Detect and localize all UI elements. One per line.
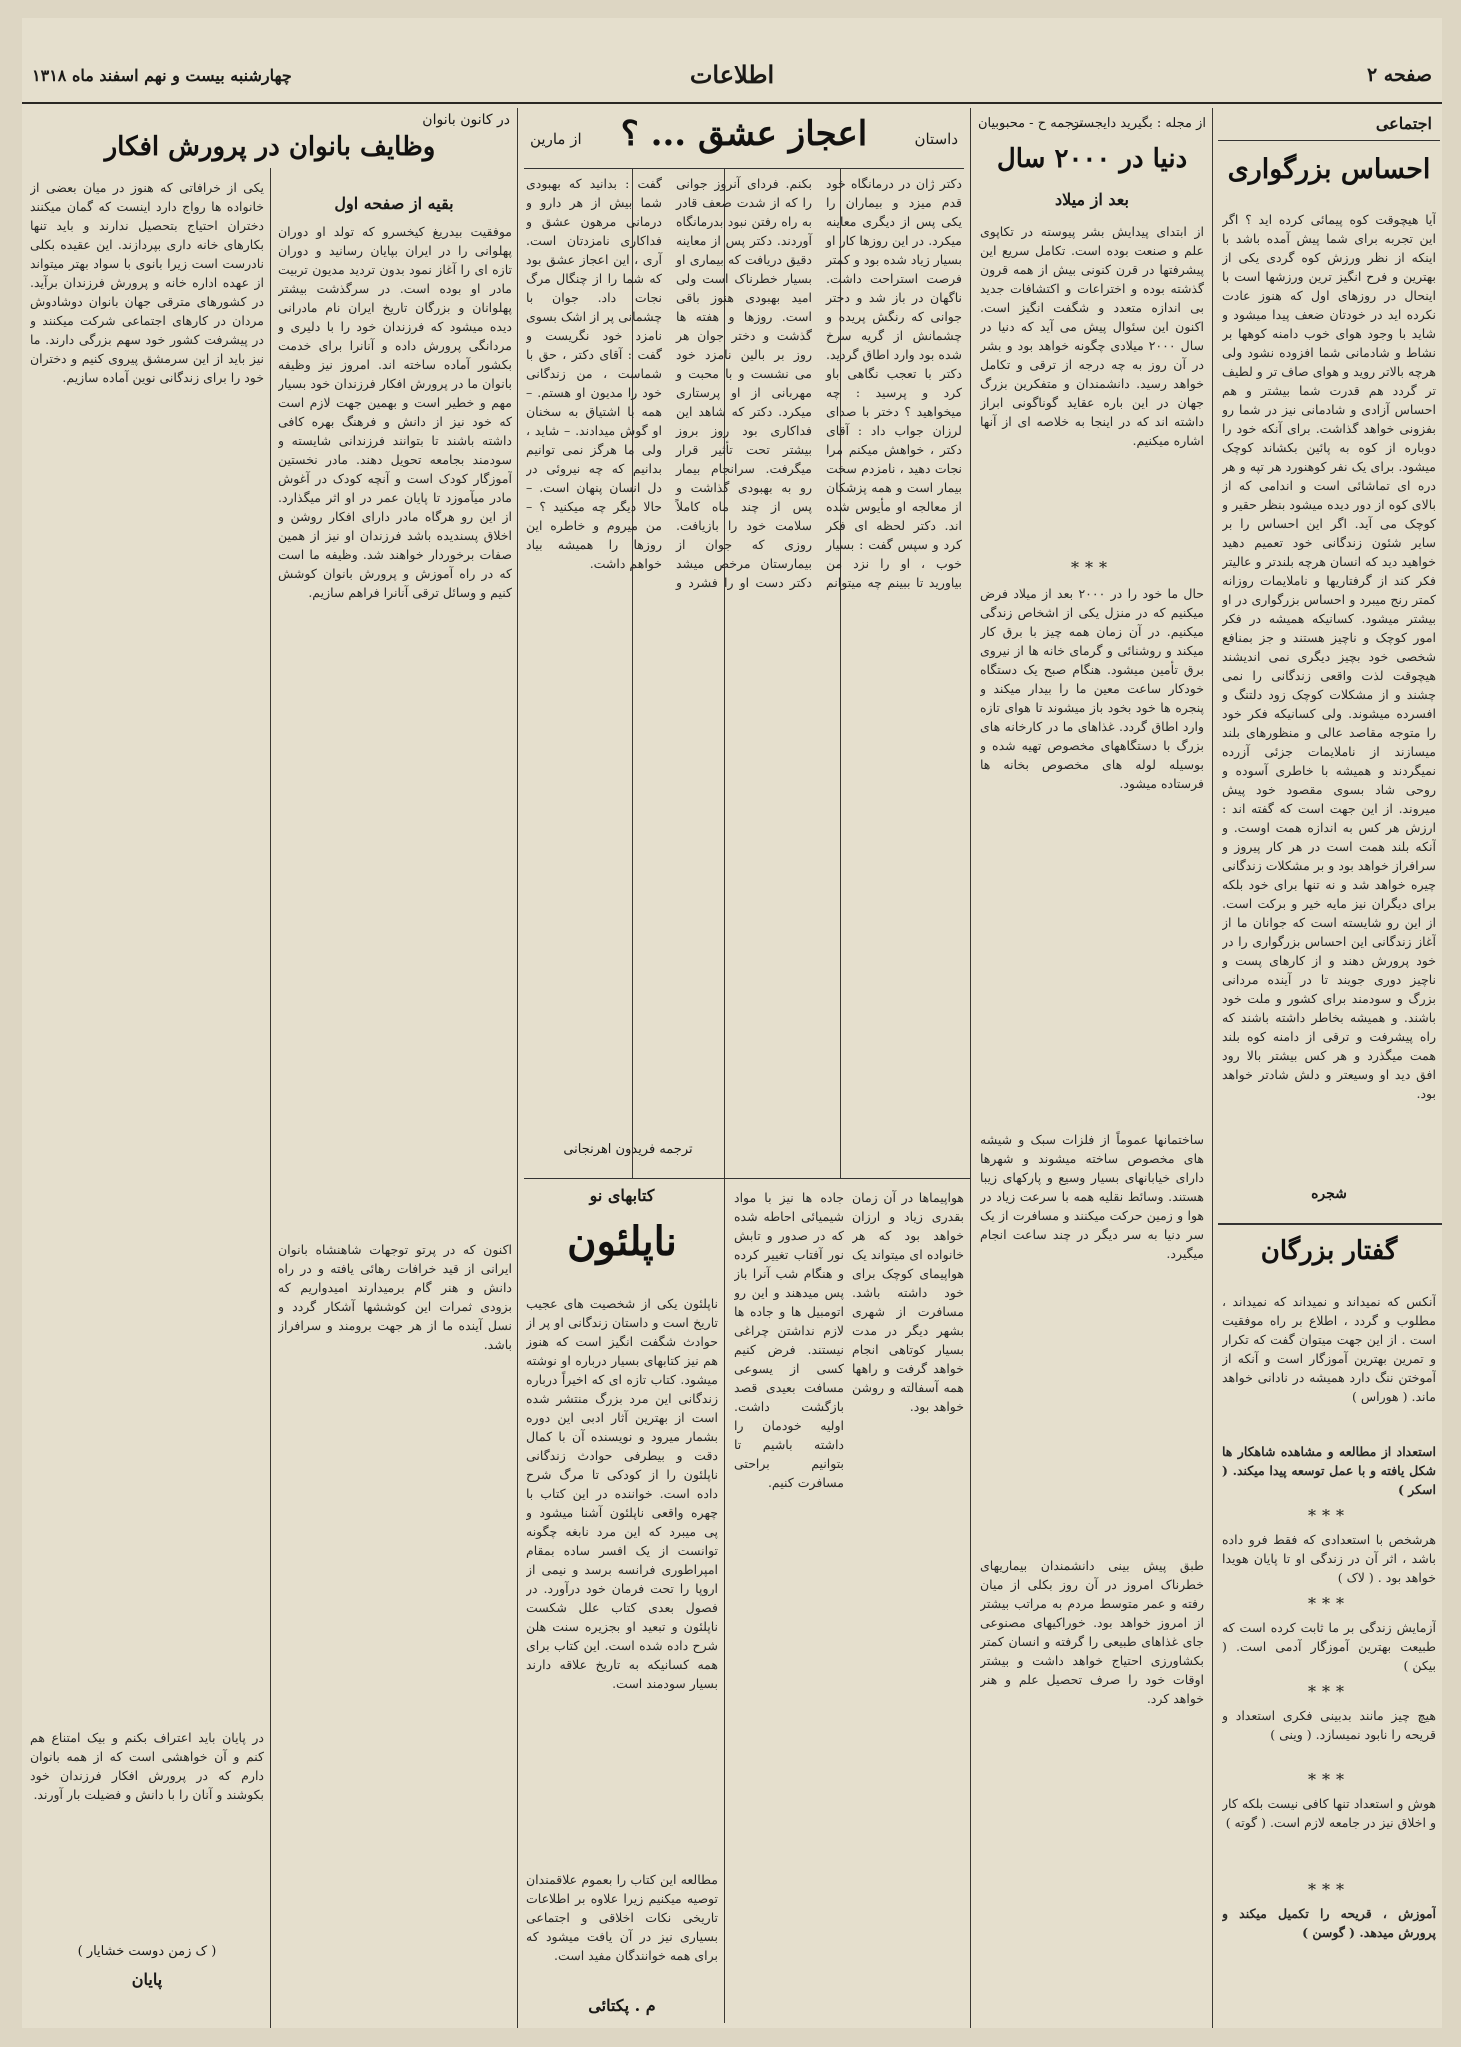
masthead <box>22 58 1442 104</box>
section-rule <box>1218 140 1440 141</box>
newspaper-page <box>22 18 1442 2028</box>
article-body: جاده ها نیز با مواد شیمیائی احاطه شده که در صدور و تابش نور آفتاب تغییر کرده و هنگام شب آنرا باز پس میدهند و این رو اتومبیل ها و جاده ها لازم نداشتن چراغی نیستند. فرض کنیم کسی از یسوعی مسافت بعیدی قصد بازگشت داشت. اولیه خودمان را داشته باشیم تا بتوانیم براحتی مسافرت کنیم. <box>734 1190 844 1490</box>
article-subhead: بقیه از صفحه اول <box>334 194 454 213</box>
section-label: کتابهای نو <box>589 1186 655 1205</box>
article-body: دکتر ژان در درمانگاه خود قدم میزد و بیماران را یکی پس از دیگری معاینه میکرد. در این روزها کار او بسیار زیاد شده بود و کمتر فرصت استراحت داشت. ناگهان در باز شد و دختر جوانی که رنگش پریده و چشمانش از گریه سرخ شده بود وارد اطاق گردید. دکتر با تعجب نگاهی باو کرد و پرسید : چه میخواهید ؟ دختر با صدای لرزان جواب داد : آقای دکتر ، خواهش میکنم مرا نجات دهید ، نامزدم سخت بیمار است و همه پزشکان از معالجه او مأیوس شده اند. دکتر لحظه ای فکر کرد و سپس گفت : بسیار خوب ، او را نزد من بیاورید تا ببینم چه میتوانم بکنم. فردای آنروز جوانی را که از شدت ضعف قادر به راه رفتن نبود بدرمانگاه آوردند. دکتر پس از معاینه دقیق دریافت که بیماری او بسیار خطرناک است ولی امید بهبودی هنوز باقی است. روزها و هفته ها گذشت و دختر جوان هر روز بر بالین نامزد خود می نشست و با محبت و مهربانی از او پرستاری میکرد. دکتر که شاهد این فداکاری بود روز بروز بیشتر تحت تأثیر قرار میگرفت. سرانجام بیمار رو به بهبودی گذاشت و پس از چند ماه کاملاً سلامت خود را بازیافت. روزی که جوان از بیمارستان مرخص میشد دکتر دست او را فشرد و گفت : بدانید که بهبودی شما بیش از هر دارو و درمانی مرهون عشق و فداکاری نامزدتان است. آری ، این اعجاز عشق بود که شما را از چنگال مرگ نجات داد. جوان با چشمانی پر از اشک بسوی نامزد خود نگریست و گفت : آقای دکتر ، حق با شماست ، من زندگانی خود را مدیون او هستم. – همه با اشتیاق به سخنان او گوش میدادند. – شاید ، ولی ما هرگز نمی توانیم بدانیم که چه نیروئی در دل انسان پنهان است. – حالا دیگر چه میکنید ؟ – من میروم و خاطره این روزها را همیشه بیاد خواهم داشت. <box>526 176 962 590</box>
article-title: دنیا در ۲۰۰۰ سال <box>996 144 1188 174</box>
article-closing: در پایان باید اعتراف بکنم و بیک امتناع هم کنم و آن خواهشی است که از همه بانوان دارم که در پرورش افکار فرزندان خود بکوشند و آنان را با دانش و فضیلت بار آورند. <box>30 1730 264 1802</box>
quote: هرشخص با استعدادی که فقط فرو داده باشد ، اثر آن در زندگی او تا پایان هویدا خواهد بود . ( لاک ) <box>1222 1532 1436 1585</box>
story-end-rule <box>524 1178 970 1179</box>
article-signature: ( ک زمن دوست خشایار ) <box>77 1944 217 1959</box>
quote: هیچ چیز مانند بدبینی فکری استعداد و قریحه را نابود نمیسازد. ( وینی ) <box>1222 1708 1436 1742</box>
article-title: احساس بزرگواری <box>1227 154 1431 185</box>
issue-date: چهارشنبه بیست و نهم اسفند ماه ۱۳۱۸ <box>32 66 292 85</box>
separator: *** <box>1071 558 1113 577</box>
article-body: مطالعه این کتاب را بعموم علاقمندان توصیه میکنیم زیرا علاوه بر اطلاعات تاریخی نکات اخلاقی و اجتماعی بسیاری نیز در آن یافت میشود که برای همه خوانندگان مفید است. <box>526 1872 718 1963</box>
article-title: وظایف بانوان در پرورش افکار <box>104 132 436 162</box>
article-title: ناپلئون <box>567 1218 677 1265</box>
article-source: از مجله : بگیرید دایجست <box>1070 116 1206 131</box>
separator: *** <box>1308 1770 1350 1789</box>
article-ejaz <box>524 174 964 1174</box>
article-title: اعجاز عشق ... ؟ <box>620 114 868 154</box>
quote: آزمایش زندگی بر ما ثابت کرده است که طبیعت بهترین آموزگار آدمی است. ( بیکن ) <box>1222 1620 1436 1673</box>
article-body: ساختمانها عموماً از فلزات سبک و شیشه های مخصوص ساخته میشوند و شهرها دارای خیابانهای بسیار وسیع و پارکهای زیبا هستند. وسائط نقلیه همه با سرعت زیاد در هوا و زمین حرکت میکنند و مسافرت از یک سر دنیا به سر دیگر در چند ساعت انجام میگیرد. <box>980 1132 1204 1261</box>
separator: *** <box>1308 1594 1350 1613</box>
quote-intro: آنکس که نمیداند و نمیداند که نمیداند ، مطلوب و گردد ، اطلاع بر راه موفقیت است . از این جهت میتوان گفت که تکرار و تمرین بهترین آموزگار است و آنکه از آموختن ننگ دارد همیشه در نادانی خواهد ماند. ( هوراس ) <box>1222 1294 1436 1404</box>
page-number: صفحه ۲ <box>1366 64 1432 86</box>
section-label: در کانون بانوان <box>422 112 510 128</box>
separator: *** <box>1308 1506 1350 1525</box>
article-end-mark: پایان <box>131 1970 163 1989</box>
article-body: ناپلئون یکی از شخصیت های عجیب تاریخ است و داستان زندگانی او پر از حوادث شگفت انگیز است که هنوز هم نیز کتابهای بسیار درباره او نوشته میشود. کتاب تازه ای که اخیراً درباره زندگانی این مرد بزرگ منتشر شده است از بهترین آثار ادبی این دوره بشمار میرود و نویسنده آن با کمال دقت و بیطرفی حوادث زندگانی ناپلئون را از کودکی تا مرگ شرح داده است. خواننده در این کتاب با چهره واقعی ناپلئون آشنا میشود و پی میبرد که این مرد نابغه چگونه توانست از یک افسر ساده بمقام امپراطوری فرانسه برسد و نیمی از اروپا را تحت فرمان خود درآورد. در فصول بعدی کتاب علل شکست ناپلئون و تبعید او بجزیره سنت هلن شرح داده شده است. این کتاب برای همه کسانیکه به تاریخ علاقه دارند بسیار سودمند است. <box>526 1296 718 1691</box>
article-author: از مارین <box>530 130 582 148</box>
story-header-rule <box>524 168 964 169</box>
article-donya <box>976 110 1208 2020</box>
article-body: یکی از خرافاتی که هنوز در میان بعضی از خانواده ها رواج دارد اینست که گمان میکنند دختران احتیاج بتحصیل ندارند و باید تنها بکارهای خانه داری بپردازند. این عقیده بکلی نادرست است زیرا بانوی با سواد بهتر میتواند از عهده اداره خانه و پرورش فرزندان برآید. در کشورهای مترقی جهان بانوان دوشادوش مردان در کارهای اجتماعی شرکت میکنند و در پیشرفت کشور خود سهم بزرگی دارند. ما نیز باید از این سرمشق پیروی کنیم و دختران خود را برای زندگانی نوین آماده سازیم. <box>30 180 264 385</box>
masthead-rule <box>22 102 1442 104</box>
article-genre: داستان <box>914 130 958 148</box>
article-body: هواپیماها در آن زمان بقدری زیاد و ارزان خواهد بود که هر خانواده ای میتواند یک هواپیمای کوچک برای خود داشته باشد. مسافرت از شهری بشهر دیگر در مدت بسیار کوتاهی انجام خواهد گرفت و راهها همه آسفالته و روشن خواهد بود. <box>852 1190 964 1414</box>
column-divider <box>970 108 971 2028</box>
article-banovan-header <box>26 110 514 166</box>
article-body: از ابتدای پیدایش بشر پیوسته در تکاپوی علم و صنعت بوده است. تکامل سریع این پیشرفتها در قرن کنونی بیش از همه قرون گذشته بوده و اختراعات و اکتشافات جدید بی اندازه متعدد و شگفت انگیز است. اکنون این سئوال پیش می آید که دنیا در سال ۲۰۰۰ میلادی چگونه خواهد بود و بشر در آن روز به چه درجه از ترقی و تکامل خواهد رسید. دانشمندان و متفکرین بزرگ جهان در این باره عقاید گوناگونی ابراز داشته اند که در اینجا به خلاصه ای از آنها اشاره میکنیم. <box>980 224 1204 448</box>
paper-name: اطلاعات <box>689 60 775 89</box>
separator: *** <box>1308 1880 1350 1899</box>
column-divider <box>517 108 518 2028</box>
article-body: طبق پیش بینی دانشمندان بیماریهای خطرناک امروز در آن روز بکلی از میان رفته و عمر متوسط مردم به مراتب بیشتر از امروز خواهد بود. خوراکیهای مصنوعی جای غذاهای طبیعی را گرفته و انسان کمتر بکشاورزی احتیاج خواهد داشت و بیشتر اوقات خود را صرف تحصیل علم و هنر خواهد کرد. <box>980 1558 1204 1706</box>
article-body: موفقیت بیدریغ کیخسرو که تولد او دوران پهلوانی را در ایران بپایان رسانید و دوران تازه ای را آغاز نمود بدون تردید مدیون تربیت مادر او بوده است. در سرگذشت بیشتر پهلوانان و بزرگان تاریخ ایران نام مادرانی دیده میشود که فرزندان خود را با دلیری و مردانگی پرورش داده و آنانرا برای خدمت بکشور آماده ساخته اند. امروز نیز وظیفه بانوان ما در پرورش افکار فرزندان خود بسیار مهم و خطیر است و بهمین جهت لازم است که خود نیز از دانش و فرهنگ بهره کافی داشته باشند تا بتوانند فرزندانی شایسته و سودمند بجامعه تحویل دهند. مادر نخستین آموزگار کودک است و آنچه کودک در آغوش مادر میآموزد تا پایان عمر در او اثر میگذارد. از این رو هرگاه مادر دارای افکار روشن و اخلاق پسندیده باشد فرزندان او نیز از همین صفات برخوردار خواهند شد. وظیفه ما است که در راه آموزش و پرورش بانوان کوشش کنیم و وسائل ترقی آنانرا فراهم سازیم. <box>278 224 512 600</box>
article-translator: ترجمه ح - محبوبیان <box>978 116 1084 131</box>
separator: *** <box>1308 1682 1350 1701</box>
section-label: اجتماعی <box>1375 114 1432 133</box>
column-break-rule <box>1218 1223 1442 1225</box>
article-body: حال ما خود را در ۲۰۰۰ بعد از میلاد فرض میکنیم که در منزل یکی از اشخاص زندگی میکنیم. در آن زمان همه چیز با برق کار میکند و روشنائی و گرمای خانه ها از نیروی برق تأمین میشود. هنگام صبح یک دستگاه خودکار ساعت معین ما را بیدار میکند و پنجره ها خود بخود باز میشوند تا هوای تازه وارد اطاق گردد. غذاهای ما در کارخانه های بزرگ با دستگاههای مخصوص تهیه شده و بوسیله لوله های مخصوص بخانه ها فرستاده میشود. <box>980 586 1204 791</box>
column-divider <box>270 168 271 2028</box>
article-body: آیا هیچوقت کوه پیمائی کرده اید ؟ اگر این تجربه برای شما پیش آمده باشد با اینکه از نظر ورزش کوه گردی یکی از بهترین و فرح انگیز ترین ورزشها است با اینحال در روزهای اول که هنوز عادت نکرده اید در خودتان ضعف پیدا میشود و شاید با وجود هوای خوب دامنه کوهها بر نشاط و شادمانی شما افزوده نشود ولی هرچه بالاتر روید و هوای صاف تر و لطیف تر گردد هم قدرت شما بیشتر و هم احساس آزادی و شادمانی نیز در شما رو بفزونی خواهد گذاشت. برای آنکه خود را دوباره از کوه به پائین بکشاند کوچک میشود. برای یک نفر کوهنورد هر تپه و هر دره ای تماشائی است و اندامی که از بالای کوه از دور دیده میشود بنظر حقیر و کوچک می آید. اگر این احساس را بر سایر شئون زندگانی خود تعمیم دهید خواهید دید که انسان هرچه بلندتر و عالیتر فکر کند از گرفتاریها و ناملایمات روزانه کمتر رنج میبرد و احساس بزرگواری در او بیشتر میشود. کسانیکه همیشه در فکر امور کوچک و ناچیز هستند و جز بمنافع شخصی خود بچیز دیگری نمی اندیشند هیچوقت لذت واقعی زندگانی را نمی چشند و از مشکلات کوچک زود دلتنگ و افسرده میشوند. ولی کسانیکه فکر خود را متوجه مقاصد عالی و منظورهای بلند میسازند از ناملایمات جزئی آزرده نمیگردند و همیشه با خاطری آسوده و روحی شاد بسوی مقصود خود پیش میروند. از این جهت است که گفته اند : ارزش هر کس به اندازه همت اوست. و آنکه بلند همت است در هر کار پیروز و سرافراز خواهد بود و بر مشکلات زندگانی چیره خواهد شد و نه تنها برای خود بلکه برای دیگران نیز مایه خیر و برکت است. از این رو شایسته است که جوانان ما از آغاز زندگانی این احساس بزرگواری را در خود پرورش دهند و از کارهای پست و ناچیز دوری جویند تا در آینده مردانی بزرگ و سودمند برای کشور و ملت خود باشند. و همیشه بخاطر داشته باشند که راه پیشرفت و ترقی از دامنه کوه بلند همت میگذرد و هر کس بیشتر بالا رود افق دید او وسیعتر و دلش شادتر خواهد بود. <box>1222 212 1436 1101</box>
article-goftar <box>1218 1230 1440 2020</box>
article-title: گفتار بزرگان <box>1260 1236 1398 1266</box>
article-donya-continued <box>730 1184 966 2014</box>
article-signature: شجره <box>1311 1186 1347 1202</box>
quote: استعداد از مطالعه و مشاهده شاهکار ها شکل یافته و با عمل توسعه پیدا میکند. ( اسکر ) <box>1222 1444 1436 1497</box>
article-ketab <box>524 1184 720 2024</box>
quote: آموزش ، قریحه را تکمیل میکند و پرورش میدهد. ( گوسن ) <box>1222 1906 1436 1940</box>
article-translator: ترجمه فریدون اهرنجانی <box>563 1142 693 1157</box>
article-body: اکنون که در پرتو توجهات شاهنشاه بانوان ایرانی از قید خرافات رهائی یافته و در راه دانش و هنر گام برمیدارند امیدواریم که بزودی ثمرات این کوششها آشکار گردد و نسل آینده ما از هر جهت برومند و سرافراز باشد. <box>278 1242 512 1352</box>
quote: هوش و استعداد تنها کافی نیست بلکه کار و اخلاق نیز در جامعه لازم است. ( گوته ) <box>1222 1796 1436 1830</box>
article-ejaz-header <box>524 110 964 166</box>
article-signature: م . پکتائی <box>588 1996 656 2015</box>
article-subtitle: بعد از میلاد <box>1055 190 1129 209</box>
article-ejtemai <box>1218 110 1440 1215</box>
column-divider <box>1212 108 1213 2028</box>
